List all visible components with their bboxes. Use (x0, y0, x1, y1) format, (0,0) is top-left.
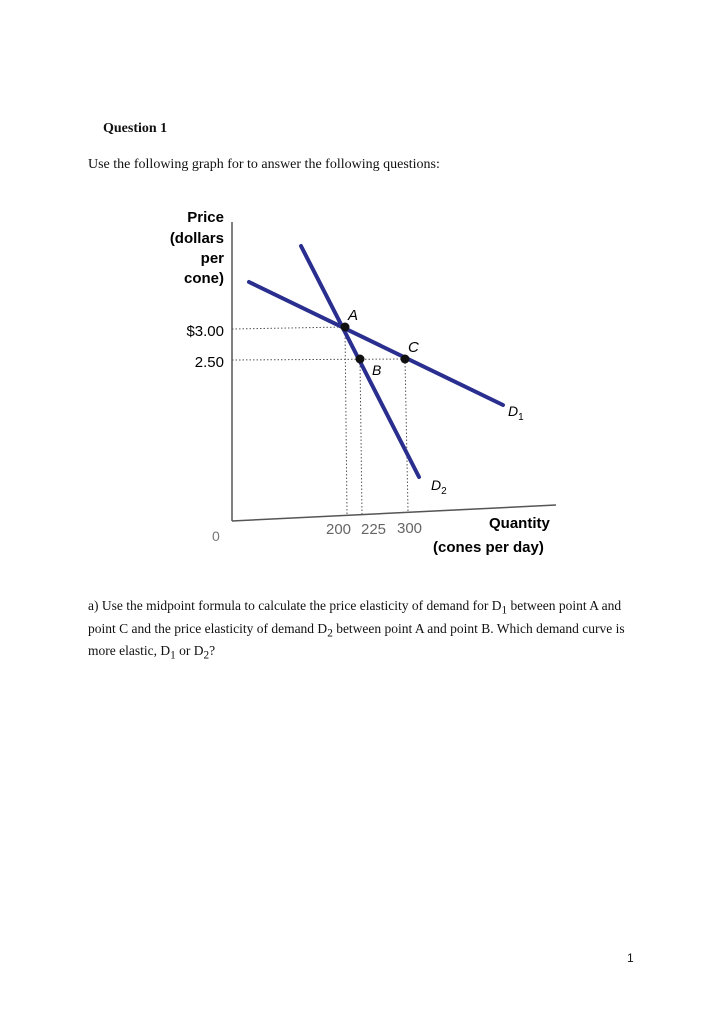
x-axis-label-line1: Quantity (489, 515, 550, 532)
point-a-label: A (348, 307, 359, 324)
curve-label-d1: $D_1$ (508, 403, 524, 423)
intro-text: Use the following graph for to answer the following questions: (88, 157, 440, 172)
demand-curve-d1 (249, 282, 503, 405)
page-number: 1 (627, 951, 634, 965)
x-tick-label-300: 300 (397, 520, 423, 537)
y-tick-label-2-5: 2.50 (194, 354, 224, 371)
curve-label-d2: $D_2$ (431, 477, 447, 497)
y-axis-label-line4: cone) (183, 270, 224, 287)
point-b (356, 355, 365, 364)
point-c-label: C (408, 339, 419, 356)
guide-price-3 (232, 327, 345, 329)
point-b-label: B (372, 362, 382, 378)
x-tick-label-225: 225 (361, 521, 387, 538)
question-heading: Question 1 (103, 121, 168, 136)
guide-price-2-5 (232, 359, 405, 360)
x-tick-label-200: 200 (326, 521, 352, 538)
y-axis-label-line3: per (200, 250, 224, 267)
y-axis-label-line1: Price (187, 209, 224, 226)
guide-qty-300 (405, 359, 408, 511)
guide-qty-225 (360, 359, 362, 514)
y-axis-label-line2: (dollars (169, 230, 224, 247)
origin-label: 0 (212, 528, 220, 544)
guide-qty-200 (345, 327, 347, 515)
y-tick-label-3: $3.00 (186, 323, 224, 340)
x-axis-label-line2: (cones per day) (433, 539, 544, 556)
question-text: a) Use the midpoint formula to calculate the price elasticity of demand for $D_1$ between point A and point C and the price elasticity of demand $D_2$ between point A and point B. Which demand curve is more elastic, $D_1$ or $D_2$? (88, 598, 625, 663)
